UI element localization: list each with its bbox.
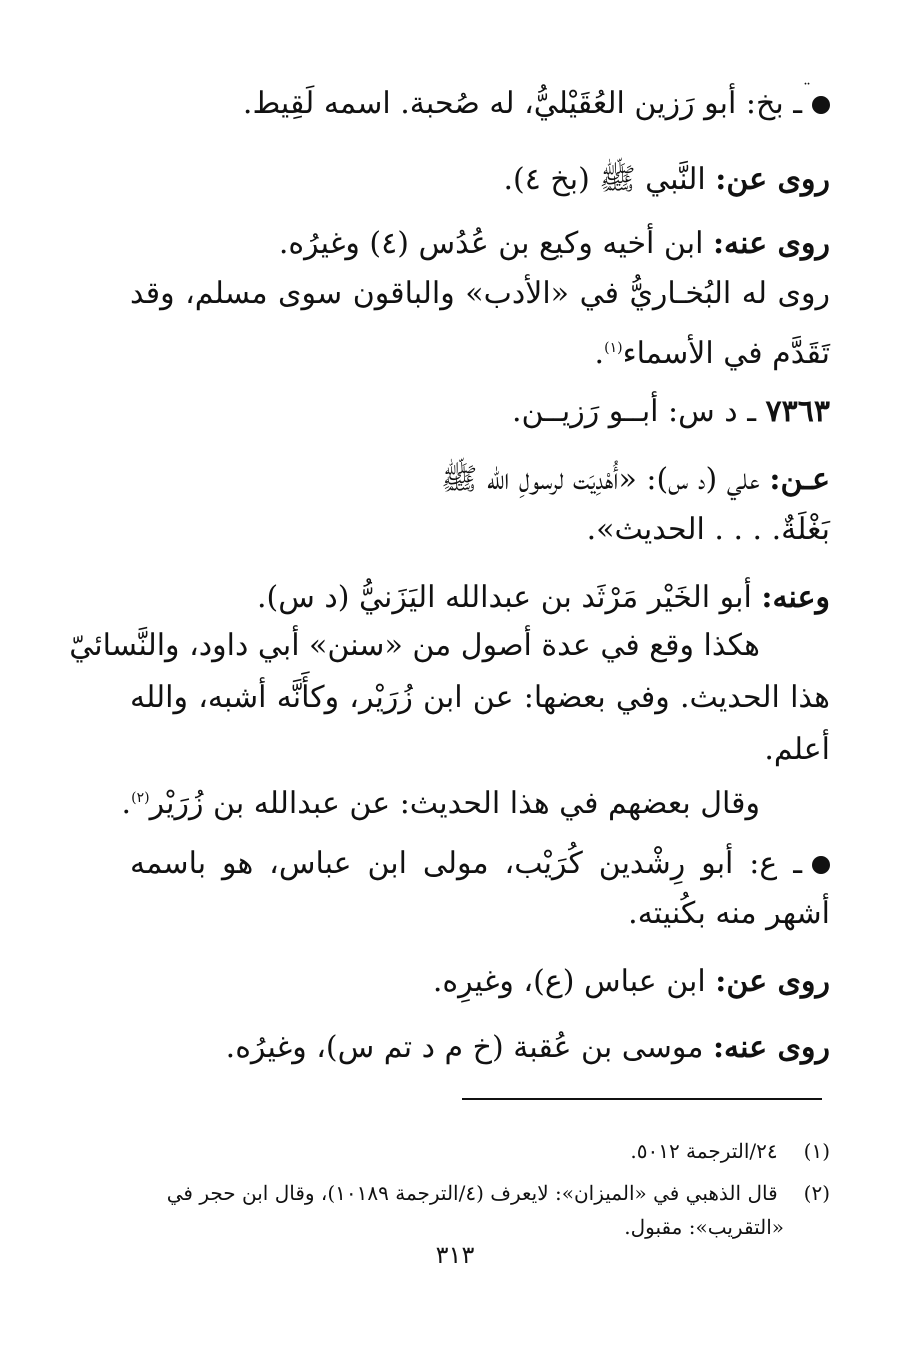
entry2-note-line1: هكذا وقع في عدة أصول من «سنن» أبي داود، والنَّسائيّ [69,628,760,663]
entry3-rawa-anhu-label: روى عنه: [712,1030,830,1065]
entry1-note-line1: روى له البُخـاريُّ في «الأدب» والباقون سوى مسلم، وقد [130,276,830,311]
entry1-rawa-anhu-text: ابن أخيه وكيع بن عُدُس (٤) وغيرُه. [278,226,704,261]
entry3-rawa-anhu [130,1028,830,1068]
footnote-ref-1: (١) [604,340,623,356]
footnote-1 [130,1136,830,1166]
entry1-note-line2-text: تَقَدَّم في الأسماء [622,336,830,371]
corner-mark: ¨ [803,80,811,99]
footnote-2 [130,1178,830,1208]
footnote-2-text: قال الذهبي في «الميزان»: لايعرف (٤/الترجمة ١٠١٨٩)، وقال ابن حجر في [166,1181,778,1205]
page-number: ٣١٣ [435,1241,475,1269]
entry2-waanhu [130,578,830,618]
entry3-rawa-anhu-text: موسى بن عُقبة (خ م د تم س)، وغيرُه. [225,1030,704,1065]
entry2-note-line2: هذا الحديث. وفي بعضها: عن ابن زُرَيْر، وكأَنَّه أشبه، والله [130,680,830,715]
bullet-icon [812,856,830,874]
entry1-heading [130,80,830,124]
entry2-heading [130,392,830,432]
footnote-2-line2: «التقريب»: مقبول. [624,1215,784,1239]
entry1-note-line2 [130,328,830,374]
entry2-waanhu-label: وعنه: [761,580,830,615]
entry3-rawa-an [130,962,830,1002]
footnote-separator [462,1098,822,1100]
entry1-prefix: ـ بخ: [745,86,802,121]
footnote-2-number: (٢) [803,1181,830,1205]
entry2-note-line4-end: . [121,786,132,821]
footnote-ref-2: (٢) [131,790,150,806]
entry2-note-line3: أعلم. [764,732,830,767]
entry2-an [130,460,830,500]
entry2-note-line4-text: وقال بعضهم في هذا الحديث: عن عبدالله بن زُرَيْر [149,786,760,821]
footnote-1-number: (١) [803,1139,830,1163]
entry1-note-line2-end: . [594,336,605,371]
entry1-rawa-anhu [130,224,830,264]
entry2-waanhu-text: أبو الخَيْر مَرْثَد بن عبدالله اليَزَنيُّ (د س). [257,580,752,615]
entry2-heading-text: ـ د س: أبــو رَزيــن. [511,394,756,429]
entry1-rawa-anhu-label: روى عنه: [712,226,830,261]
entry3-prefix: ـ ع: [749,846,802,881]
entry1-rawa-an-label: روى عن: [715,162,830,197]
bullet-icon [812,96,830,114]
footnote-1-text: ٢٤/الترجمة ٥٠١٢. [630,1139,778,1163]
entry2-an-label: عـن: [769,462,830,497]
entry3-heading-line2: أشهر منه بكُنيته. [628,896,830,931]
entry2-number: ٧٣٦٣ [765,394,830,429]
entry3-heading [130,844,830,884]
entry1-heading-text: أبو رَزين العُقَيْليُّ، له صُحبة. اسمه لَقِيط. [242,86,737,121]
entry2-note-line4 [121,778,760,824]
entry3-heading-text: أبو رِشْدين كُرَيْب، مولى ابن عباس، هو باسمه [130,846,734,881]
entry2-an-line2: بَغْلَةٌ. . . . الحديث». [586,512,830,547]
entry3-rawa-an-label: روى عن: [715,964,830,999]
entry1-rawa-an-text: النَّبي ﷺ (بخ ٤). [503,162,706,197]
entry2-an-line1: علي (د س): «أُهْدِيَت لرسولِ الله ﷺ [441,462,760,497]
entry3-rawa-an-text: ابن عباس (ع)، وغيرِه. [432,964,706,999]
entry1-rawa-an [130,160,830,200]
